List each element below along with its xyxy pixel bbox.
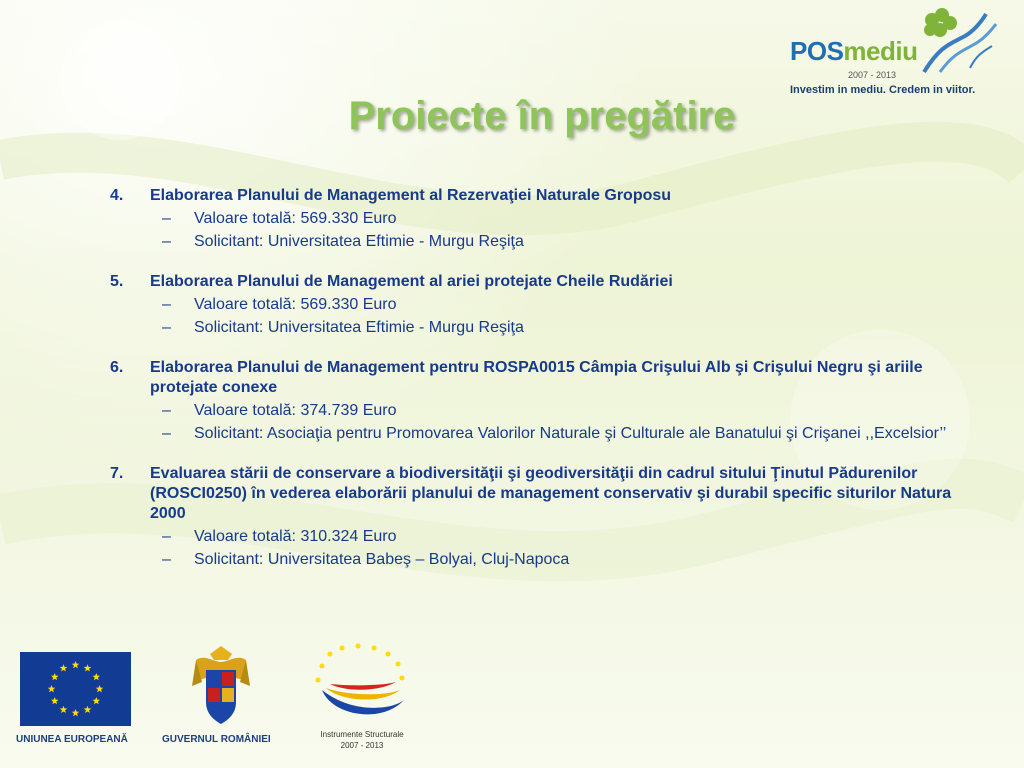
- sub-item: [110, 527, 970, 547]
- sub-item: [110, 295, 970, 315]
- dash-bullet: –: [162, 551, 171, 568]
- sub-item: [110, 550, 970, 570]
- list-item: [110, 464, 970, 570]
- item-number: 4.: [110, 187, 124, 204]
- sub-item-text: Valoare totală: 374.739 Euro: [194, 402, 397, 419]
- slide-title-text: Proiecte în pregătire: [348, 94, 736, 138]
- sub-item-text: Valoare totală: 569.330 Euro: [194, 296, 397, 313]
- list-item: [110, 272, 970, 338]
- dash-bullet: –: [162, 425, 171, 442]
- item-number: 7.: [110, 465, 124, 482]
- dash-bullet: –: [162, 402, 171, 419]
- item-heading-text: Elaborarea Planului de Management al ariei protejate Cheile Rudăriei: [150, 273, 673, 290]
- item-heading-text: Elaborarea Planului de Management al Rezervaţiei Naturale Groposu: [150, 187, 672, 204]
- item-heading: [110, 272, 970, 292]
- list-item: [110, 358, 970, 444]
- item-heading: [110, 186, 970, 206]
- logo-pos: POS: [790, 36, 844, 66]
- clover-hands-icon: [910, 6, 1000, 76]
- sub-item: [110, 232, 970, 252]
- sub-item-text: Solicitant: Universitatea Eftimie - Murgu Reşiţa: [194, 319, 524, 336]
- dash-bullet: –: [162, 296, 171, 313]
- romania-coat-of-arms-icon: [188, 640, 254, 728]
- dash-bullet: –: [162, 319, 171, 336]
- is-label-line2: 2007 - 2013: [340, 741, 384, 750]
- item-heading: [110, 358, 970, 398]
- sub-item: [110, 401, 970, 421]
- sub-item: [110, 424, 970, 444]
- dash-bullet: –: [162, 528, 171, 545]
- project-list: [110, 186, 970, 590]
- sub-item-text: Valoare totală: 310.324 Euro: [194, 528, 397, 545]
- is-label-line1: Instrumente Structurale: [320, 730, 404, 739]
- gov-label: GUVERNUL ROMÂNIEI: [162, 734, 271, 745]
- sub-item-text: Solicitant: Universitatea Eftimie - Murgu Reşiţa: [194, 233, 524, 250]
- sub-item: [110, 318, 970, 338]
- dash-bullet: –: [162, 233, 171, 250]
- sub-item-text: Valoare totală: 569.330 Euro: [194, 210, 397, 227]
- sub-item-text: Solicitant: Asociaţia pentru Promovarea Valorilor Naturale şi Culturale ale Banatului şi Crişanei ,,Excelsior’’: [194, 425, 947, 442]
- item-heading-text: Elaborarea Planului de Management pentru ROSPA0015 Câmpia Crişului Alb şi Crişului Negru şi ariile protejate conexe: [150, 359, 923, 396]
- item-number: 5.: [110, 273, 124, 290]
- dash-bullet: –: [162, 210, 171, 227]
- item-heading-text: Evaluarea stării de conservare a biodiversităţii şi geodiversităţii din cadrul sitului Ţinutul Pădurenilor (ROSCI0250) în vederea elaborării planului de management conservativ şi durabil specific siturilor Natura 2000: [150, 465, 952, 522]
- slide-title: [0, 94, 1024, 139]
- posmediu-logo: [790, 6, 1000, 98]
- logo-years: 2007 - 2013: [848, 70, 897, 80]
- item-heading: [110, 464, 970, 524]
- logo-tagline: Investim in mediu. Credem in viitor.: [790, 84, 976, 96]
- list-item: [110, 186, 970, 252]
- sub-item: [110, 209, 970, 229]
- structural-instruments-logo: [312, 640, 412, 730]
- logo-mediu: mediu: [843, 36, 918, 66]
- eu-label: UNIUNEA EUROPEANĂ: [16, 734, 128, 745]
- sub-item-text: Solicitant: Universitatea Babeş – Bolyai, Cluj-Napoca: [194, 551, 570, 568]
- eu-flag-icon: [20, 652, 131, 726]
- logo-wordmark: [790, 36, 918, 67]
- item-number: 6.: [110, 359, 124, 376]
